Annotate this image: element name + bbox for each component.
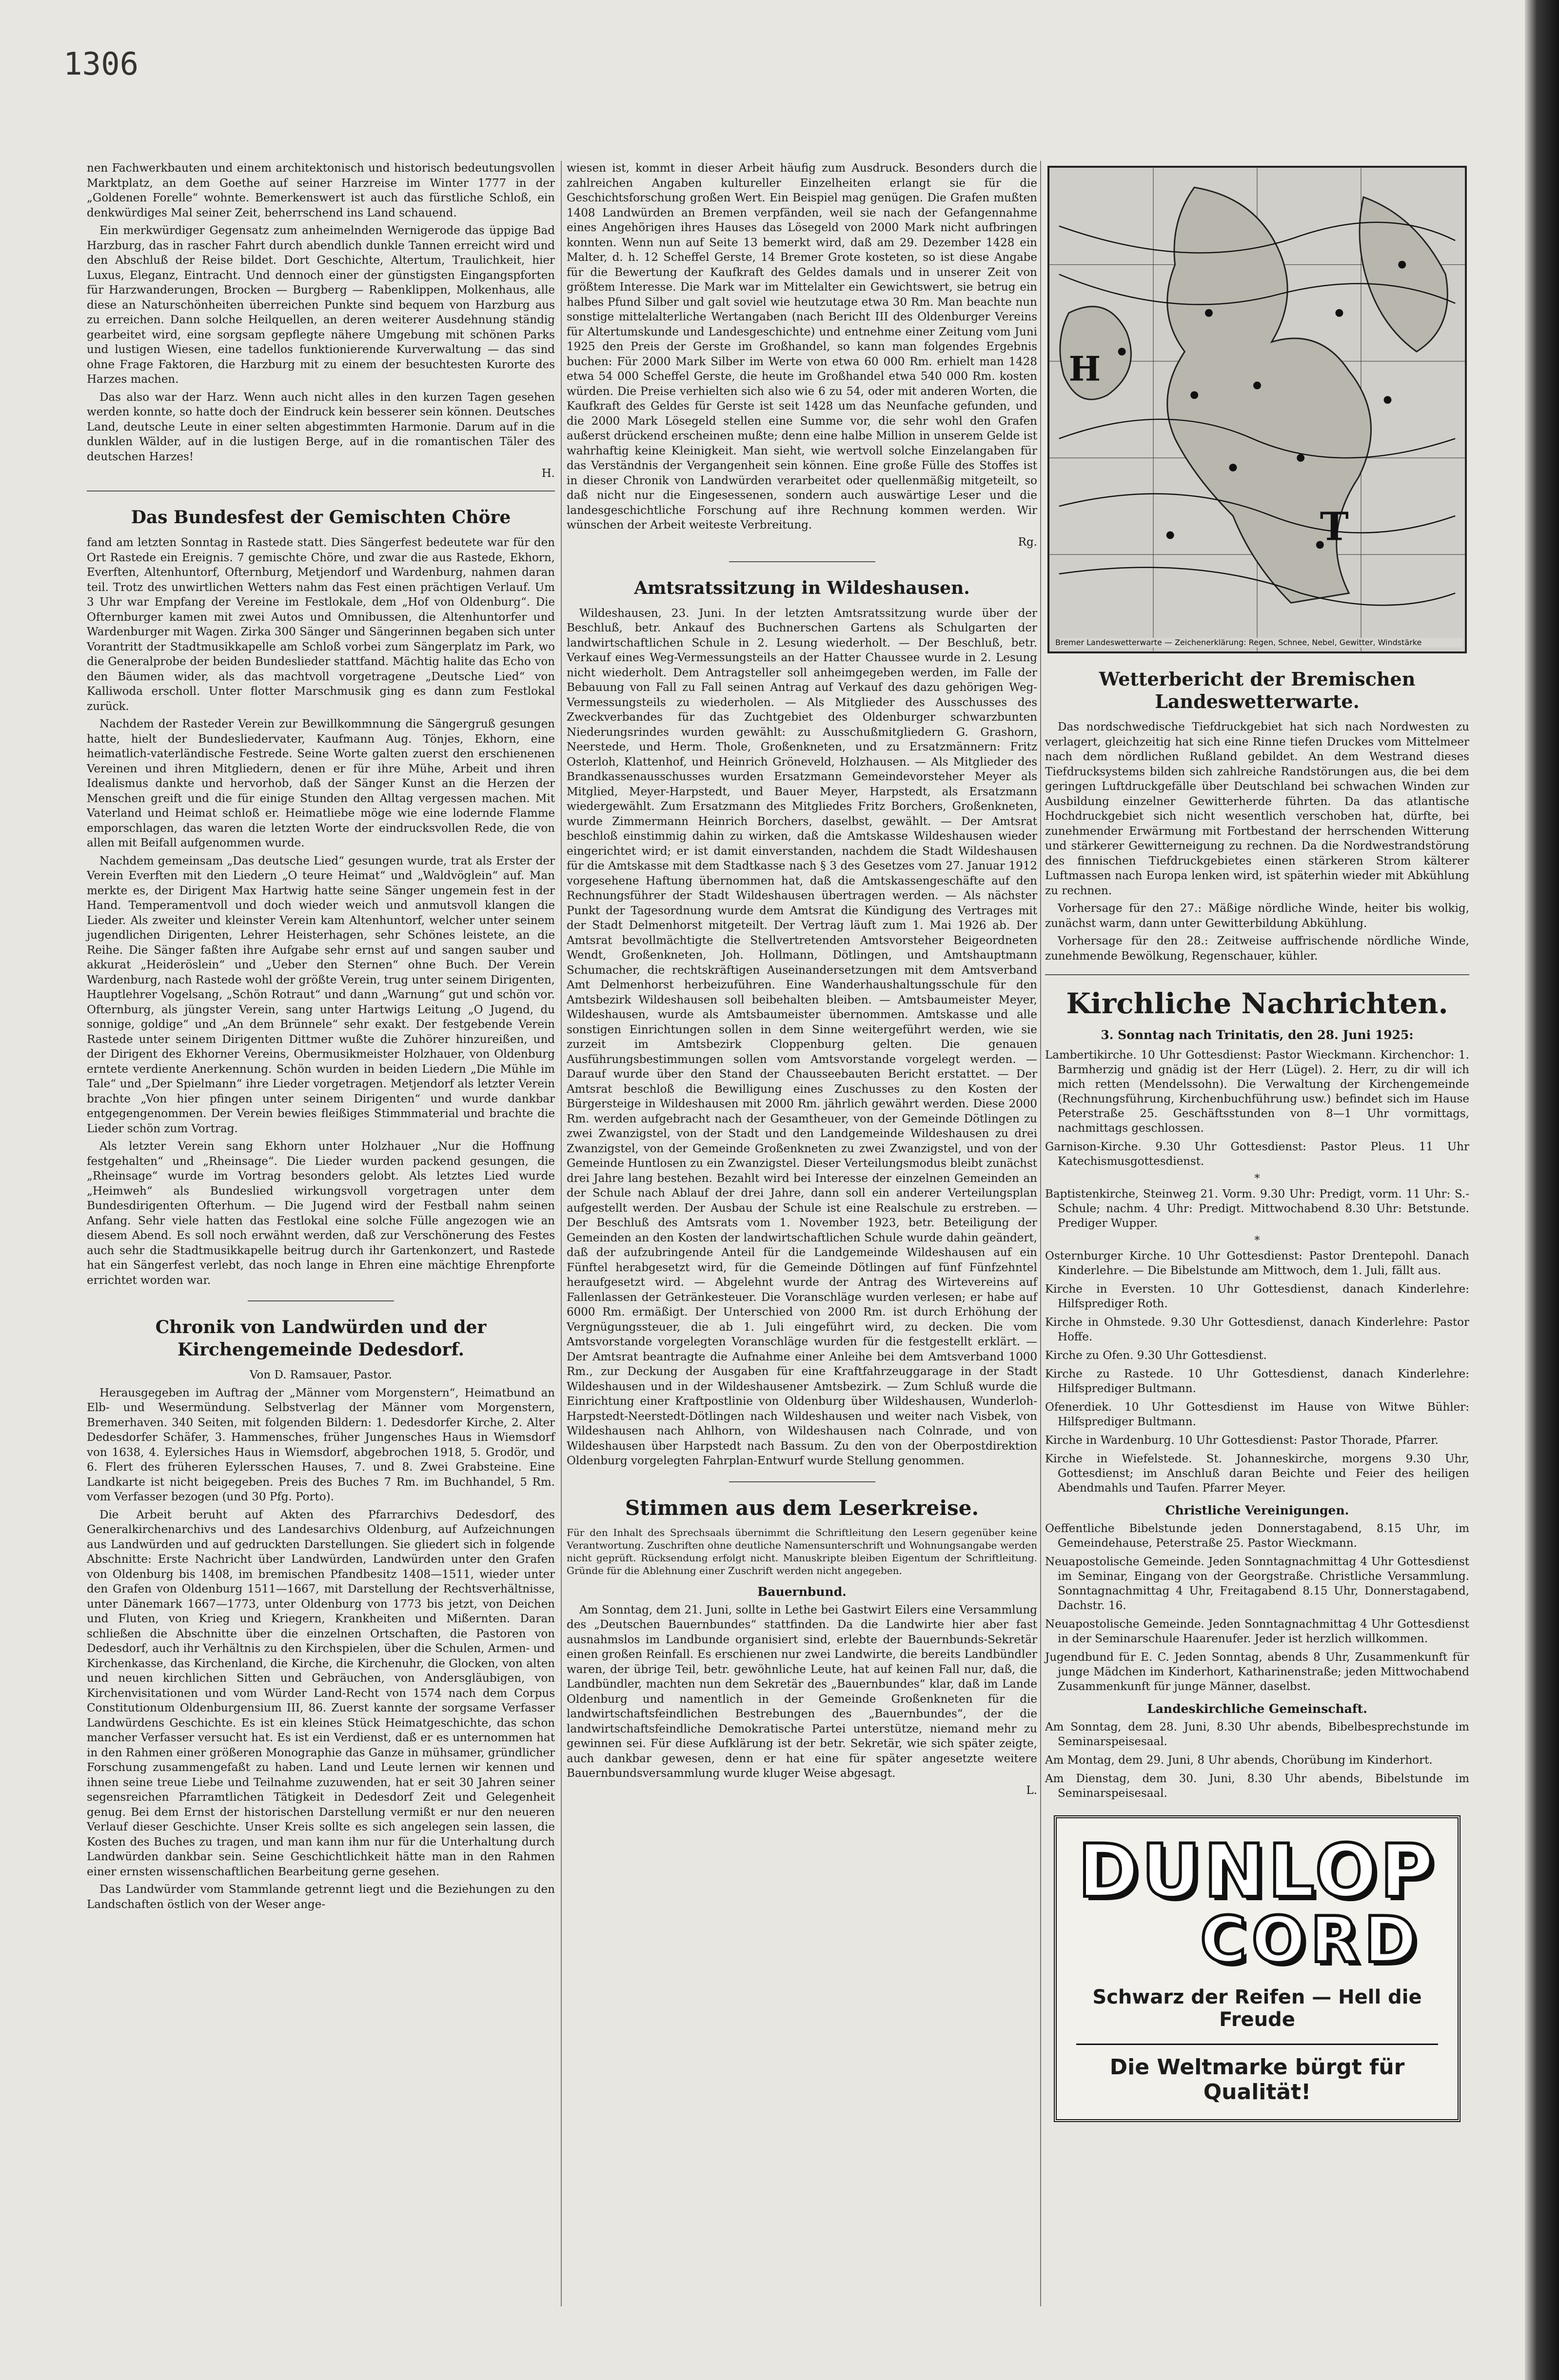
ad-slogan: Schwarz der Reifen — Hell die Freude [1092,1986,1422,2031]
choere-headline: Das Bundesfest der Gemischten Chöre [131,507,511,528]
church-entry: Kirche in Wiefelstede. St. Johanneskirche, morgens 9.30 Uhr, Gottesdienst; im Anschluß daran Beichte und Feier des heiligen Abendmahls und Taufen. Pfarrer Meyer. [1045,1453,1469,1495]
weather-map-caption: Bremer Landeswetterwarte — Zeichenerklärung: Regen, Schnee, Nebel, Gewitter, Windstärke [1055,638,1463,648]
column-rule [1040,161,1041,2306]
divider [248,1300,394,1301]
church-entry: Kirche in Wardenburg. 10 Uhr Gottesdienst: Pastor Thorade, Pfarrer. [1045,1434,1439,1447]
church-entry: Garnison-Kirche. 9.30 Uhr Gottesdienst: Pastor Pleus. 11 Uhr Katechismusgottesdienst. [1045,1141,1469,1168]
weather-headline: Wetterbericht der Bremischen Landeswetterwarte. [1099,668,1416,712]
stimmen-article [567,1497,1037,1797]
harz-signature: H. [541,467,555,480]
choere-paragraph: Als letzter Verein sang Ekhorn unter Holzhauer „Nur die Hoffnung festgehalten“ und „Rheinsage“. Die Lieder wurden packend gesungen, die „Rheinsage“ wurde im Vortrag besonders gelobt. Als letztes Lied wurde „Heimweh“ als Bundeslied wirkungsvoll vorgetragen unter dem Bundesdirigenten Ofterhum. — Die Jugend wird der Festball nahm seinen Anfang. Sehr viele hatten das Festlokal eine solche Fülle angezogen wie an diesem Abend. Es soll noch erwähnt werden, daß zur Verschönerung des Festes auch sehr die Stadtmusikkapelle beitrug durch ihr Gartenkonzert, und Rastede hat ein Sängerfest verlebt, das noch lange in Ehren eine mächtige Ehrenpforte errichtet worden war. [87,1140,555,1287]
church-entry: Osternburger Kirche. 10 Uhr Gottesdienst: Pastor Drentepohl. Danach Kinderlehre. — Die Bibelstunde am Mittwoch, dem 1. Juli, fällt aus. [1045,1250,1469,1277]
church-entry: Ofenerdiek. 10 Uhr Gottesdienst im Hause von Witwe Bühler: Hilfsprediger Bultmann. [1045,1401,1469,1428]
weather-forecast: Vorhersage für den 28.: Zeitweise auffrischende nördliche Winde, zunehmende Bewölkung, Regenschauer, kühler. [1045,935,1469,963]
choere-article [87,506,555,1288]
church-entry: Am Sonntag, dem 28. Juni, 8.30 Uhr abends, Bibelbesprechstunde im Seminarspeisesaal. [1045,1721,1469,1748]
map-high-label: H [1068,349,1101,389]
church-entry: Jugendbund für E. C. Jeden Sonntag, abends 8 Uhr, Zusammenkunft für junge Mädchen im Kinderhort, Katharinenstraße; jeden Mittwochabend Zusammenkunft für junge Männer, daselbst. [1045,1651,1469,1693]
map-low-label: T [1320,504,1349,550]
harz-paragraph: Das also war der Harz. Wenn auch nicht alles in den kurzen Tagen gesehen werden konnte, so hatte doch der Eindruck kein besserer sein können. Deutsches Land, deutsche Leute in einer selten abgestimmten Harmonie. Darum auf in die dunklen Wälder, auf in die lustigen Berge, auf in die romantischen Täler des deutschen Harzes! [87,391,555,463]
chronik-author: Von D. Ramsauer, Pastor. [250,1369,392,1381]
dunlop-advertisement [1054,1815,1460,2122]
stimmen-disclaimer: Für den Inhalt des Sprechsaals übernimmt die Schriftleitung den Lesern gegenüber keine Verantwortung. Zuschriften ohne deutliche Namensunterschrift und Wohnungsangabe werden nicht geprüft. Rücksendung erfolgt nicht. Manuskripte bleiben Eigentum der Schriftleitung. Gründe für die Ablehnung einer Zuschrift werden nicht angegeben. [567,1526,1037,1576]
choere-paragraph: Nachdem gemeinsam „Das deutsche Lied“ gesungen wurde, trat als Erster der Verein Everften mit den Liedern „O teure Heimat“ und „Waldvöglein“ auf. Man merkte es, der Dirigent Max Hartwig hatte seine Sänger ungemein fest in der Hand. Temperamentvoll und doch wieder weich und anmutsvoll klangen die Lieder. Als zweiter und kleinster Verein kam Altenhuntorf, welcher unter seinem jugendlichen Dirigenten, Lehrer Heisterhagen, sehr Schönes leistete, an die Reihe. Die Sänger faßten ihre Aufgabe sehr ernst auf und sangen sauber und akkurat „Heideröslein“ und „Ueber den Sternen“ ohne Buch. Der Verein Wardenburg, nach Rastede wohl der größte Verein, trug unter seinem Dirigenten, Hauptlehrer Vogelsang, „Schön Rotraut“ und dann „Warnung“ gut und schön vor. Ofternburg, als jüngster Verein, sang unter Hartwigs Leitung „O Jugend, du sonnige, goldige“ und „An dem Brünnele“ sehr exakt. Der festgebende Verein Rastede unter seinem Dirigenten Dittmer wußte die Zuhörer hinzureißen, und der Dirigent des Ekhorner Vereins, Obermusikmeister Holzhauer, von Oldenburg erntete verdiente Anerkennung. Schön wurden in beiden Liedern „Die Mühle im Tale“ und „Der Spielmann“ ihre Lieder vorgetragen. Metjendorf als letzter Verein brachte „Von hier pfingen unter seinem Dirigenten“ und wurde dankbar entgegengenommen. Der Verein bewies fleißiges Stimmmaterial und brachte die Lieder schön zum Vortrag. [87,854,555,1135]
page-number: 1306 [63,46,139,82]
church-subheading: Landeskirchliche Gemeinschaft. [1147,1702,1367,1716]
church-subheading: Christliche Vereinigungen. [1165,1503,1349,1517]
weather-report [1045,668,1469,964]
divider [1045,974,1469,975]
harz-article [87,161,555,480]
stimmen-subheading: Bauernbund. [757,1584,847,1599]
weather-map-drawing [1049,168,1465,651]
chronik-paragraph: Das Landwürder vom Stammlande getrennt liegt und die Beziehungen zu den Landschaften östlich von der Weser ange- [87,1883,555,1911]
choere-paragraph: Nachdem der Rasteder Verein zur Bewillkommnung die Sängergruß gesungen hatte, hielt der Bundesliedervater, Kaufmann Aug. Tönjes, Ekhorn, eine heimatlich-vaterländische Festrede. Seine Worte galten zuerst den erschienenen Vereinen und ihren Mitgliedern, denen er für ihre Mühe, Arbeit und ihren Idealismus dankte und hervorhob, daß der Sänger Kunst an die Herzen der Menschen greift und die für einige Stunden den Alltag vergessen machen. Mit Vaterland und Heimat schloß er. Heimatliebe möge wie eine lodernde Flamme emporschlagen, das waren die letzten Worte der eindrucksvollen Rede, die von allen mit Beifall aufgenommen wurde. [87,718,555,849]
church-entry: Am Montag, dem 29. Juni, 8 Uhr abends, Chorübung im Kinderhort. [1045,1754,1433,1767]
chronik-signature: Rg. [1018,535,1037,549]
column-middle [567,161,1037,1802]
column-rule [561,161,562,2306]
separator-star: * [1254,1173,1260,1185]
church-entry: Kirche in Eversten. 10 Uhr Gottesdienst, danach Kinderlehre: Hilfsprediger Roth. [1045,1283,1469,1310]
church-entry: Kirche zu Rastede. 10 Uhr Gottesdienst, danach Kinderlehre: Hilfsprediger Bultmann. [1045,1368,1469,1395]
amtsrat-paragraph: Wildeshausen, 23. Juni. In der letzten Amtsratssitzung wurde über der Beschluß, betr. Ankauf des Buchnerschen Gartens als Schulgarten der landwirtschaftlichen Schule in 2. Lesung wiederholt. — Der Beschluß, betr. Verkauf eines Weg-Vermessungsteils an der Hatter Chaussee wurde in 2. Lesung nicht wiederholt. Dem Antragsteller soll anheimgegeben werden, im Falle der Bebauung von Fall zu Fall seinen Antrag auf Verkauf des dazu gehörigen Weg-Vermessungsteils zu wiederholen. — Als Mitglieder des Ausschusses des Zweckverbandes für das Zuchtgebiet des Oldenburger schwarzbunten Niederungsrindes wurden gewählt: zu Ausschußmitgliedern G. Grashorn, Neerstede, und Herm. Thole, Großenkneten, und zu Ersatzmännern: Fritz Osterloh, Klattenhof, und Heinrich Gröneveld, Holzhausen. — Als Mitglieder des Brandkassenausschusses wurden Ersatzmann Gemeindevorsteher Meyer als Mitglied, Meyer-Harpstedt, und Bauer Meyer, Harpstedt, als Ersatzmann wiedergewählt. Zum Ersatzmann des Mitgliedes Fritz Borchers, Großenkneten, wurde Zimmermann Heinrich Borchers, daselbst, gewählt. — Der Amtsrat beschloß einstimmig dahin zu wirken, daß die Amtskasse Wildeshausen wieder eingerichtet wird; er ist damit einverstanden, nachdem die Stadt Wildeshausen für die Amtskasse mit dem Stadtkasse nach § 3 des Gesetzes vom 27. Januar 1912 vorgesehene Haftung übernommen hat, daß die Amtskassengeschäfte auf den Rechnungsführer der Stadt Wildeshausen übertragen werden. — Als nächster Punkt der Tagesordnung wurde dem Amtsrat die Kündigung des Vertrages mit der Stadt Delmenhorst mitgeteilt. Der Vertrag läuft zum 1. Mai 1926 ab. Der Amtsrat bevollmächtigte die Stellvertretenden Amtsvorsteher Beigeordneten Wendt, Großenkneten, Joh. Hollmann, Dötlingen, und Amtshauptmann Schumacher, die rechtskräftigen Auseinandersetzungen mit dem Amtsverband Amt Delmenhorst herbeizuführen. Eine Wanderhaushaltungsschule für den Amtsbezirk Wildeshausen soll beibehalten bleiben. — Amtsbaumeister Meyer, Wildeshausen, wurde als Amtsbaumeister übernommen. Amtskasse und alle sonstigen Einrichtungen sollen in dem Sinne weitergeführt werden, wie sie zurzeit im Amtsbezirk Cloppenburg gelten. Die genauen Ausführungsbestimmungen sollen vom Amtsvorstande vorgelegt werden. — Darauf wurde über den Stand der Chausseebauten Bericht erstattet. — Der Amtsrat beschloß die Bewilligung eines Zuschusses zu den Kosten der Bürgersteige in Wildeshausen mit 2000 Rm. jährlich gewährt werden. Diese 2000 Rm. werden aufgebracht nach der Gesamtheuer, von der Gemeinde Dötlingen zu zwei Zwanzigstel, von der Stadt und den Landgemeinde Wildeshausen zu drei Zwanzigstel, von der Gemeinde Großenkneten zu zwei Zwanzigstel, und von der Gemeinde Huntlosen zu ein Zwanzigstel. Dieser Verteilungsmodus bleibt zunächst drei Jahre lang bestehen. Bezahlt wird bei Interesse der einzelnen Gemeinden an der Schule nach Ablauf der drei Jahre, dann soll ein anderer Verteilungsplan aufgestellt werden. Der Ausbau der Schule ist eine Realschule zu erstreben. — Der Beschluß des Amtsrats vom 1. November 1923, betr. Beteiligung der Gemeinden an den Kosten der landwirtschaftlichen Schule wurde dahin geändert, daß der aufzubringende Anteil für die Landgemeinde Wildeshausen auf ein Fünftel herabgesetzt wird, für die Gemeinde Dötlingen auf fünf Fünfzehntel heraufgesetzt wird. — Abgelehnt wurde der Antrag des Wirtevereins auf Fallenlassen der Getränkesteuer. Die Voranschläge wurden verlesen; er habe auf 6000 Rm. ermäßigt. Der Unterschied von 2000 Rm. ist durch Erhöhung der Vergnügungssteuer, die ab 1. Juli eingeführt wird, zu decken. Die vom Amtsvorstande vorgelegten Voranschläge wurden für die festgestellt erklärt. — Der Amtsrat beantragte die Aufnahme einer Anleihe bei dem Amtsverband 1000 Rm., zur Deckung der Ausgaben für eine Kraftfahrzeuggarage in der Stadt Wildeshausen und in der Wildeshausener Amtsbezirk. — Zum Schluß wurde die Einrichtung einer Kraftpostlinie von Oldenburg über Wildeshausen, Wunderloh-Harpstedt-Neerstedt-Dötlingen nach Wildeshausen und weiter nach Visbek, von Wildeshausen nach Ahlhorn, von Wildeshausen nach Colnrade, und von Wildeshausen über Harpstedt nach Bassum. Zu den von der Oberpostdirektion Oldenburg vorgelegten Fahrplan-Entwurf wurde Stellung genommen. [567,607,1037,1467]
chronik-continued [567,161,1037,549]
stimmen-paragraph: Am Sonntag, dem 21. Juni, sollte in Lethe bei Gastwirt Eilers eine Versammlung des „Deutschen Bauernbundes“ stattfinden. Da die Landwirte hier aber fast ausnahmslos im Landbunde organisiert sind, erlebte der Bauernbunds-Sekretär einen großen Reinfall. Es erschienen nur zwei Landwirte, die bereits Landbündler waren, der übrige Teil, betr. gewöhnliche Leute, hat auf keinen Fall nur, daß, die Landbündler, machten nun dem Sekretär des „Bauernbundes“ klar, daß im Lande Oldenburg und namentlich in der Gemeinde Großenkneten für die landwirtschaftsfeindlichen Bestrebungen des „Bauernbundes“, der die landwirtschaftsfeindliche Demokratische Partei unterstütze, niemand mehr zu gewinnen sei. Für diese Aufklärung ist der betr. Sekretär, wie sich später zeigte, auch dankbar gewesen, denn er hat eine für später angesetzte weitere Bauernbundsversammlung wurde kluger Weise abgesagt. [567,1603,1037,1780]
stimmen-headline: Stimmen aus dem Leserkreise. [625,1495,979,1520]
church-entry: Neuapostolische Gemeinde. Jeden Sonntagnachmittag 4 Uhr Gottesdienst im Seminar, Eingang von der Georgstraße. Christliche Versammlung. Sonntagnachmittag 4 Uhr, Freitagabend 8.15 Uhr, Donnerstagabend, Dachstr. 16. [1045,1555,1469,1612]
choere-paragraph: fand am letzten Sonntag in Rastede statt. Dies Sängerfest bedeutete war für den Ort Rastede ein Ereignis. 7 gemischte Chöre, und zwar die aus Rastede, Ekhorn, Everften, Altenhuntorf, Ofternburg, Metjendorf und Wardenburg, nahmen daran teil. Trotz des unwirtlichen Wetters nahm das Fest einen prächtigen Verlauf. Um 3 Uhr war Empfang der Vereine im Festlokale, dem „Hof von Oldenburg“. Die Ofternburger kamen mit zwei Autos und Omnibussen, die Altenhuntorfer und Wardenburger mit Wagen. Zirka 300 Sänger und Sängerinnen begaben sich unter Vorantritt der Stadtmusikkapelle am Schloß vorbei zum Sängerplatz im Park, wo die Generalprobe der beiden Bundeslieder stattfand. Mächtig halite das Echo von den Bäumen wider, als das machtvoll vorgetragene „Deutsche Lied“ von Kalliwoda erscholl. Unter flotter Marschmusik ging es dann zum Festlokal zurück. [87,536,555,713]
church-entry: Oeffentliche Bibelstunde jeden Donnerstagabend, 8.15 Uhr, im Gemeindehause, Peterstraße 25. Pastor Wieckmann. [1045,1522,1469,1550]
column-right [1045,161,1469,2122]
column-left [87,161,555,1915]
harz-paragraph: nen Fachwerkbauten und einem architektonisch und historisch bedeutungsvollen Marktplatz, an dem Goethe auf seiner Harzreise im Winter 1777 in der „Goldenen Forelle“ wohnte. Bemerkenswert ist auch das fürstliche Schloß, ein denkwürdiges Mal seiner Zeit, beherrschend ins Land schauend. [87,162,555,219]
church-headline: Kirchliche Nachrichten. [1066,987,1448,1020]
chronik-paragraph: Die Arbeit beruht auf Akten des Pfarrarchivs Dedesdorf, des Generalkirchenarchivs und des Landesarchivs Oldenburg, auf Aufzeichnungen aus Landwürden und auf gedruckten Darstellungen. Sie gliedert sich in folgende Abschnitte: Erste Nachricht über Landwürden, Landwürden unter den Grafen von Oldenburg bis 1408, im bremischen Pfandbesitz 1408—1511, wieder unter den Grafen von Oldenburg 1511—1667, mit Darstellung der Rechtsverhältnisse, unter Dänemark 1667—1773, unter Oldenburg von 1773 bis jetzt, von Deichen und Fluten, von Krieg und Kriegern, Krankheiten und Mißernten. Daran schließen die Abschnitte über die einzelnen Ortschaften, die Pastoren von Dedesdorf, auch ihr Verhältnis zu den Kirchspielen, über die Schulen, Armen- und Kirchenkasse, das Kirchenland, die Kirche, die Kirchenuhr, die Glocken, von alten und neuen kirchlichen Sitten und Gebräuchen, von Andersgläubigen, von Kirchenvisitationen und vom Würder Land-Recht von 1574 nach dem Corpus Constitutionum Oldenburgensium III, 86. Zuerst kannte der sorgsame Verfasser Landwürdens Geschichte. Es ist ein kleines Stück Heimatgeschichte, das schon mancher Verfasser versucht hat. Es ist ein Verdienst, daß er es unternommen hat in den Rahmen einer größeren Monographie das Ganze in mühsamer, gründlicher Forschung zusammengefaßt zu haben. Land und Leute lernen wir kennen und ihnen seine treue Liebe und Teilnahme zuzuwenden, hat er seit 30 Jahren seiner segensreichen Pfarramtlichen Tätigkeit in Dedesdorf Zeit und Gelegenheit genug. Bei dem Ernst der historischen Darstellung vermißt er nur den neueren Verlauf dieser Geschichte. Unser Kreis sollte es sich angelegen sein lassen, die Kosten des Buches zu tragen, und man kann ihm nur für die Unterhaltung durch Landwürden dankbar sein. Seine Geschichtlichkeit hätte man in den Rahmen einer ernsten wissenschaftlichen Bearbeitung gerne gesehen. [87,1508,555,1878]
chronik-paragraph: Herausgegeben im Auftrag der „Männer vom Morgenstern“, Heimatbund an Elb- und Wesermündung. Selbstverlag der Männer vom Morgenstern, Bremerhaven. 340 Seiten, mit folgenden Bildern: 1. Dedesdorfer Kirche, 2. Alter Dedesdorfer Schäfer, 3. Hammensches, früher Jungensches Haus in Wiemsdorf von 1638, 4. Eylersiches Haus in Wiemsdorf, abgebrochen 1918, 5. Grodör, und 6. Flert des früheren Eylersschen Hauses, 7. und 8. Zwei Grabsteine. Eine Landkarte ist nicht beigegeben. Preis des Buches 7 Rm. im Buchhandel, 5 Rm. vom Verfasser bezogen (und 30 Pfg. Porto). [87,1386,555,1503]
stimmen-signature: L. [1026,1784,1037,1797]
weather-paragraph: Das nordschwedische Tiefdruckgebiet hat sich nach Nordwesten zu verlagert, gleichzeitig hat sich eine Rinne tiefen Druckes vom Mittelmeer nach dem nördlichen Rußland gebildet. An dem Westrand dieses Tiefdrucksystems bilden sich zahlreiche Randstörungen aus, die bei dem geringen Luftdruckgefälle über Deutschland bei schwachen Winden zur Ausbildung einzelner Gewitterherde führten. Da das atlantische Hochdruckgebiet sich nicht wesentlich verschoben hat, dürfte, bei zunehmender Erwärmung mit Fortbestand der herrschenden Witterung und stärkerer Gewitterneigung zu rechnen. Da die Nordwestrandstörung des finnischen Tiefdruckgebietes einen stärkeren Strom kälterer Luftmassen nach Europa lenken wird, ist späterhin wieder mit Abkühlung zu rechnen. [1045,721,1469,897]
amtsrat-headline: Amtsratssitzung in Wildeshausen. [634,577,970,598]
chronik-cont-paragraph: wiesen ist, kommt in dieser Arbeit häufig zum Ausdruck. Besonders durch die zahlreichen Angaben kultureller Einzelheiten erlangt sie für die Geschichtsforschung großen Wert. Ein Beispiel mag genügen. Die Grafen mußten 1408 Landwürden an Bremen verpfänden, weil sie nach der Gefangennahme eines Angehörigen ihres Hauses das Lösegeld von 2000 Mark nicht aufbringen konnten. Wenn nun auf Seite 13 bemerkt wird, daß am 29. Dezember 1428 ein Malter, d. h. 12 Scheffel Gerste, 14 Bremer Grote kosteten, so ist diese Angabe für die Bewertung der Kaufkraft des Geldes damals und in unserer Zeit von größtem Interesse. Die Mark war im Mittelalter ein Gewichtswert, sie betrug ein halbes Pfund Silber und galt soviel wie heutzutage etwa 30 Rm. Man beachte nun sonstige mittelalterliche Wertangaben (nach Bericht III des Oldenburger Vereins für Altertumskunde und Landesgeschichte) und entnehme einer Zeitung vom Juni 1925 den Preis der Gerste im Großhandel, so kann man folgendes Ergebnis buchen: Für 2000 Mark Silber im Werte von etwa 60 000 Rm. erhielt man 1428 etwa 54 000 Scheffel Gerste, die heute im Großhandel etwa 540 000 Rm. kosten würden. Die Preise verhielten sich also wie 6 zu 54, oder mit anderen Worten, die Kaufkraft des Geldes für Gerste ist seit 1428 um das Neunfache gefunden, und die 2000 Mark Lösegeld stellen eine Summe vor, die sehr wohl den Grafen außerst drückend erscheinen mußte; denn eine halbe Million in unserem Gelde ist wahrhaftig keine Kleinigkeit. Man sieht, wie wertvoll solche Einzelangaben für das Verständnis der Vergangenheit sein können. Eine große Fülle des Stoffes ist in dieser Chronik von Landwürden verarbeitet oder quellenmäßig mitgeteilt, so daß nicht nur die Eingesessenen, sondern auch auswärtige Leser und die landesgeschichtliche Forschung auf ihre Rechnung kommen werden. Wir wünschen der Arbeit weiteste Verbreitung. [567,162,1037,531]
church-entry: Kirche in Ohmstede. 9.30 Uhr Gottesdienst, danach Kinderlehre: Pastor Hoffe. [1045,1316,1469,1343]
scan-edge-shadow [1525,0,1559,2380]
church-news [1045,986,1469,1801]
harz-paragraph: Ein merkwürdiger Gegensatz zum anheimelnden Wernigerode das üppige Bad Harzburg, das in rascher Fahrt durch abendlich dunkle Tannen erreicht wird und den Abschluß der Reise bildet. Dort Geschichte, Altertum, Traulichkeit, hier Luxus, Eleganz, Eintracht. Und dennoch einer der günstigsten Eingangspforten für Harzwanderungen, Brocken — Burgberg — Rabenklippen, Molkenhaus, alle diese an Naturschönheiten überreichen Punkte sind bequem von Harzburg aus zu erreichen. Dann solche Heilquellen, an deren weiterer Ausdehnung ständig gearbeitet wird, eine sorgsam gepflegte nähere Umgebung mit schönen Parks und lustigen Wiesen, eine tadellos funktionierende Kurverwaltung — das sind ohne Frage Faktoren, die Harzburg mit zu einem der besuchtesten Kurorte des Harzes machen. [87,224,555,386]
amtsrat-article [567,577,1037,1469]
chronik-article [87,1316,555,1912]
church-date: 3. Sonntag nach Trinitatis, den 28. Juni 1925: [1101,1028,1414,1042]
ad-product-name: CORD [1200,1903,1421,1977]
divider [729,561,875,562]
chronik-headline: Chronik von Landwürden und der Kirchengemeinde Dedesdorf. [155,1317,487,1360]
church-entry: Lambertikirche. 10 Uhr Gottesdienst: Pastor Wieckmann. Kirchenchor: 1. Barmherzig und gnädig ist der Herr (Lügel). 2. Herr, zu dir will ich mich retten (Mendelssohn). Die Verwaltung der Kirchengemeinde (Rechnungsführung, Kirchenbuchführung usw.) befindet sich im Hause Peterstraße 25. Geschäftsstunden von 8—1 Uhr vormittags, nachmittags geschlossen. [1045,1049,1469,1135]
divider [729,1481,875,1482]
separator-star: * [1254,1235,1260,1247]
ad-claim: Die Weltmarke bürgt für Qualität! [1076,2044,1438,2105]
church-entry: Am Dienstag, dem 30. Juni, 8.30 Uhr abends, Bibelstunde im Seminarspeisesaal. [1045,1772,1469,1800]
church-entry: Neuapostolische Gemeinde. Jeden Sonntagnachmittag 4 Uhr Gottesdienst in der Seminarschule Haarenufer. Jeder ist herzlich willkommen. [1045,1618,1469,1645]
weather-forecast: Vorhersage für den 27.: Mäßige nördliche Winde, heiter bis wolkig, zunächst warm, dann unter Gewitterbildung Abkühlung. [1045,902,1469,930]
ad-brand-name: DUNLOP [1078,1829,1437,1914]
divider [87,491,555,492]
church-entry: Kirche zu Ofen. 9.30 Uhr Gottesdienst. [1045,1349,1267,1362]
weather-map [1047,166,1467,653]
church-entry: Baptistenkirche, Steinweg 21. Vorm. 9.30 Uhr: Predigt, vorm. 11 Uhr: S.-Schule; nachm. 4 Uhr: Predigt. Mittwochabend 8.30 Uhr: Betstunde. Prediger Wupper. [1045,1188,1469,1230]
